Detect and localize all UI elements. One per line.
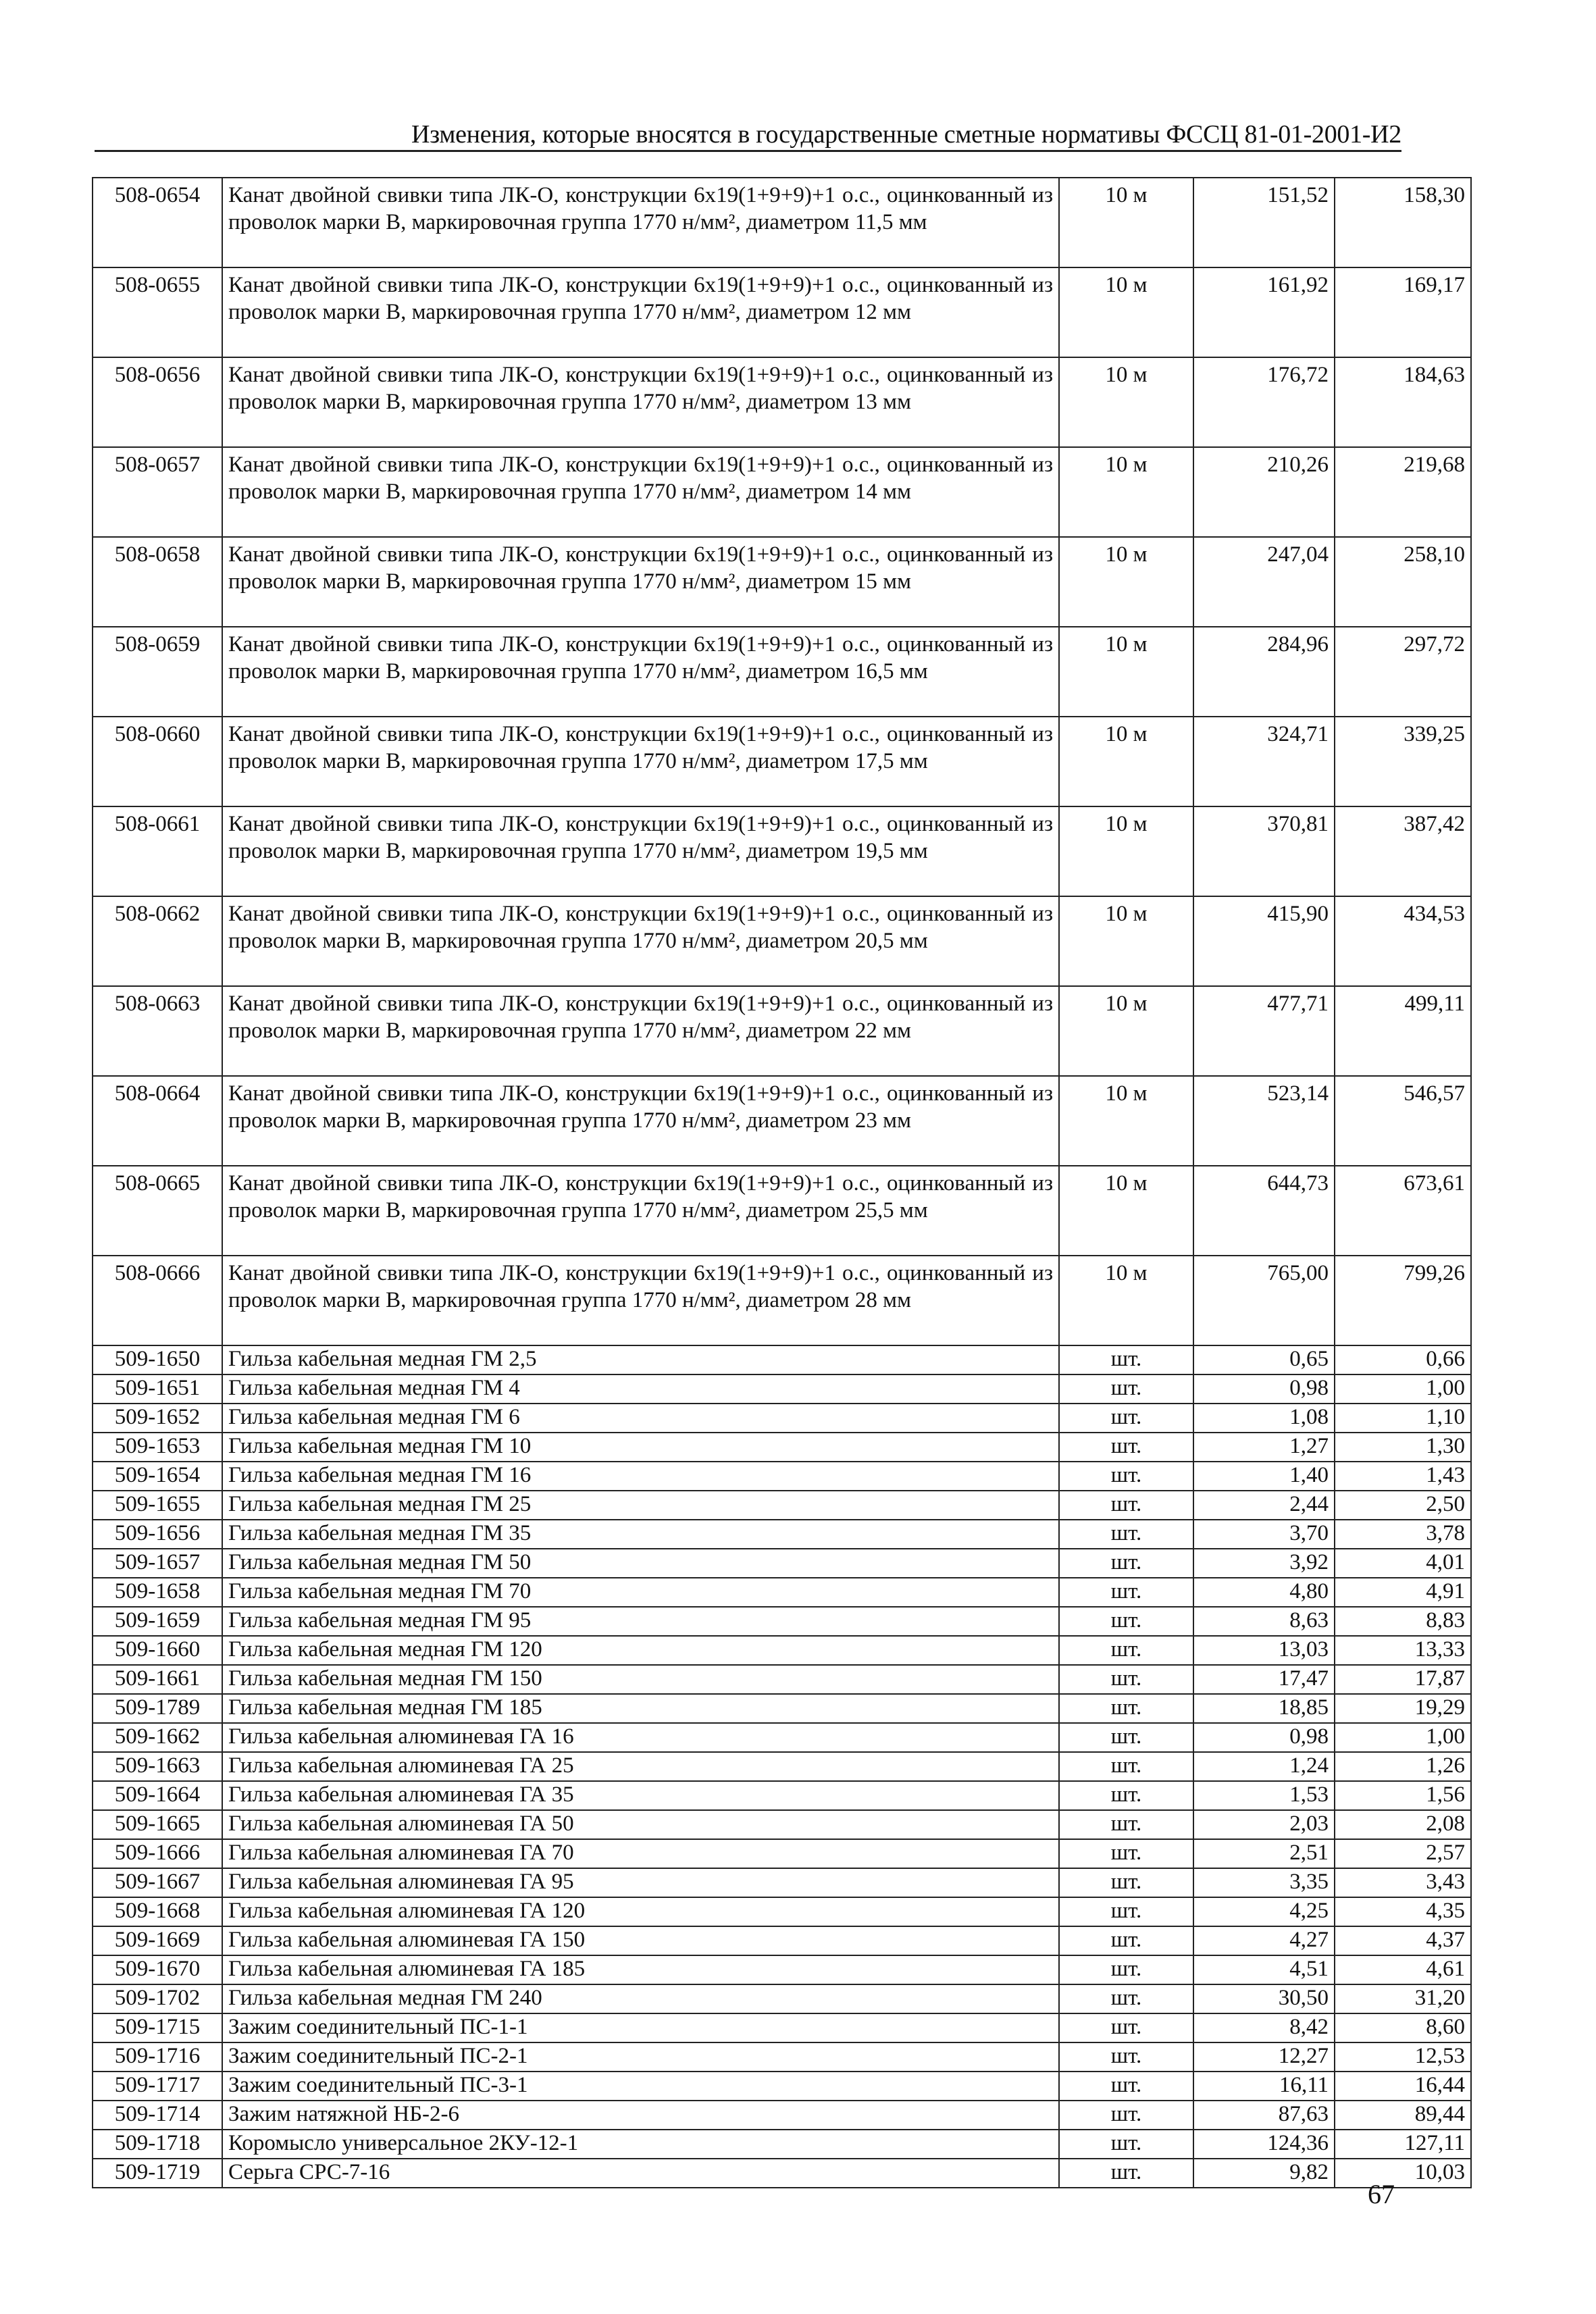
- item-price-old: 2,51: [1193, 1839, 1335, 1868]
- item-price-new: 1,26: [1335, 1752, 1471, 1781]
- table-row: [93, 986, 1471, 1076]
- item-unit: шт.: [1059, 1491, 1193, 1520]
- item-unit: шт.: [1059, 1462, 1193, 1491]
- item-name: Гильза кабельная медная ГМ 120: [222, 1636, 1059, 1665]
- item-unit: шт.: [1059, 2072, 1193, 2101]
- item-code: 508-0659: [93, 627, 222, 717]
- item-name: Гильза кабельная медная ГМ 25: [222, 1491, 1059, 1520]
- item-price-new: 2,50: [1335, 1491, 1471, 1520]
- item-code: 509-1716: [93, 2042, 222, 2072]
- item-unit: шт.: [1059, 2042, 1193, 2072]
- item-price-new: 4,37: [1335, 1926, 1471, 1955]
- table-row: [93, 2072, 1471, 2101]
- item-code: 509-1650: [93, 1345, 222, 1374]
- item-unit: шт.: [1059, 2130, 1193, 2159]
- item-name: Канат двойной свивки типа ЛК-О, конструкции 6х19(1+9+9)+1 о.с., оцинкованный из проволок марки В, маркировочная группа 1770 н/мм², диаметром 23 мм: [222, 1076, 1059, 1166]
- item-name: Гильза кабельная медная ГМ 16: [222, 1462, 1059, 1491]
- table-row: [93, 1491, 1471, 1520]
- item-unit: 10 м: [1059, 1256, 1193, 1345]
- item-unit: шт.: [1059, 1752, 1193, 1781]
- item-name: Зажим соединительный ПС-1-1: [222, 2013, 1059, 2042]
- table-row: [93, 627, 1471, 717]
- item-code: 509-1651: [93, 1374, 222, 1404]
- item-name: Гильза кабельная медная ГМ 6: [222, 1404, 1059, 1433]
- item-price-new: 1,10: [1335, 1404, 1471, 1433]
- document-header: Изменения, которые вносятся в государственные сметные нормативы ФССЦ 81-01-2001-И2: [411, 120, 1401, 149]
- item-name: Гильза кабельная алюминевая ГА 120: [222, 1897, 1059, 1926]
- item-price-new: 4,35: [1335, 1897, 1471, 1926]
- item-price-old: 8,63: [1193, 1607, 1335, 1636]
- item-code: 509-1715: [93, 2013, 222, 2042]
- item-unit: шт.: [1059, 1926, 1193, 1955]
- table-row: [93, 267, 1471, 357]
- item-price-new: 297,72: [1335, 627, 1471, 717]
- item-price-new: 1,30: [1335, 1433, 1471, 1462]
- item-code: 509-1661: [93, 1665, 222, 1694]
- item-name: Гильза кабельная алюминевая ГА 95: [222, 1868, 1059, 1897]
- item-price-old: 4,25: [1193, 1897, 1335, 1926]
- item-unit: шт.: [1059, 1810, 1193, 1839]
- item-name: Канат двойной свивки типа ЛК-О, конструкции 6х19(1+9+9)+1 о.с., оцинкованный из проволок марки В, маркировочная группа 1770 н/мм², диаметром 25,5 мм: [222, 1166, 1059, 1256]
- item-name: Гильза кабельная алюминевая ГА 70: [222, 1839, 1059, 1868]
- item-code: 508-0654: [93, 178, 222, 267]
- item-name: Гильза кабельная алюминевая ГА 35: [222, 1781, 1059, 1810]
- item-price-old: 4,80: [1193, 1578, 1335, 1607]
- item-unit: шт.: [1059, 1955, 1193, 1984]
- item-code: 509-1719: [93, 2159, 222, 2188]
- item-code: 509-1662: [93, 1723, 222, 1752]
- item-price-new: 1,43: [1335, 1462, 1471, 1491]
- item-code: 509-1789: [93, 1694, 222, 1723]
- item-name: Зажим соединительный ПС-3-1: [222, 2072, 1059, 2101]
- item-price-old: 0,98: [1193, 1723, 1335, 1752]
- item-unit: 10 м: [1059, 267, 1193, 357]
- item-name: Гильза кабельная алюминевая ГА 185: [222, 1955, 1059, 1984]
- table-row: [93, 1984, 1471, 2013]
- item-unit: шт.: [1059, 1520, 1193, 1549]
- item-code: 508-0655: [93, 267, 222, 357]
- item-price-new: 1,00: [1335, 1374, 1471, 1404]
- item-unit: шт.: [1059, 2159, 1193, 2188]
- item-price-old: 1,40: [1193, 1462, 1335, 1491]
- table-row: [93, 1549, 1471, 1578]
- item-price-new: 219,68: [1335, 447, 1471, 537]
- table-row: [93, 2130, 1471, 2159]
- item-price-new: 17,87: [1335, 1665, 1471, 1694]
- table-row: [93, 1462, 1471, 1491]
- price-table-body: [93, 178, 1471, 2188]
- item-unit: шт.: [1059, 1694, 1193, 1723]
- item-name: Серьга СРС-7-16: [222, 2159, 1059, 2188]
- item-price-new: 4,61: [1335, 1955, 1471, 1984]
- item-price-new: 546,57: [1335, 1076, 1471, 1166]
- item-code: 508-0656: [93, 357, 222, 447]
- header-rule: [95, 150, 1401, 152]
- item-name: Гильза кабельная алюминевая ГА 50: [222, 1810, 1059, 1839]
- item-price-new: 2,08: [1335, 1810, 1471, 1839]
- item-unit: шт.: [1059, 1345, 1193, 1374]
- item-code: 509-1660: [93, 1636, 222, 1665]
- item-price-old: 210,26: [1193, 447, 1335, 537]
- item-code: 509-1718: [93, 2130, 222, 2159]
- item-code: 509-1717: [93, 2072, 222, 2101]
- item-price-old: 370,81: [1193, 806, 1335, 896]
- table-row: [93, 1076, 1471, 1166]
- item-name: Гильза кабельная алюминевая ГА 16: [222, 1723, 1059, 1752]
- item-price-new: 673,61: [1335, 1166, 1471, 1256]
- item-price-new: 1,56: [1335, 1781, 1471, 1810]
- table-row: [93, 1578, 1471, 1607]
- item-price-new: 10,03: [1335, 2159, 1471, 2188]
- item-unit: 10 м: [1059, 806, 1193, 896]
- item-unit: шт.: [1059, 1636, 1193, 1665]
- item-price-new: 387,42: [1335, 806, 1471, 896]
- table-row: [93, 896, 1471, 986]
- item-unit: шт.: [1059, 1665, 1193, 1694]
- item-price-old: 1,08: [1193, 1404, 1335, 1433]
- item-price-old: 0,98: [1193, 1374, 1335, 1404]
- item-name: Гильза кабельная алюминевая ГА 25: [222, 1752, 1059, 1781]
- item-price-old: 3,92: [1193, 1549, 1335, 1578]
- item-price-new: 799,26: [1335, 1256, 1471, 1345]
- item-price-new: 127,11: [1335, 2130, 1471, 2159]
- item-price-old: 3,70: [1193, 1520, 1335, 1549]
- item-price-old: 284,96: [1193, 627, 1335, 717]
- item-name: Зажим соединительный ПС-2-1: [222, 2042, 1059, 2072]
- item-price-new: 0,66: [1335, 1345, 1471, 1374]
- item-name: Гильза кабельная медная ГМ 10: [222, 1433, 1059, 1462]
- item-code: 509-1659: [93, 1607, 222, 1636]
- item-name: Гильза кабельная медная ГМ 150: [222, 1665, 1059, 1694]
- item-unit: шт.: [1059, 1984, 1193, 2013]
- item-name: Канат двойной свивки типа ЛК-О, конструкции 6х19(1+9+9)+1 о.с., оцинкованный из проволок марки В, маркировочная группа 1770 н/мм², диаметром 13 мм: [222, 357, 1059, 447]
- table-row: [93, 2101, 1471, 2130]
- item-unit: 10 м: [1059, 627, 1193, 717]
- table-row: [93, 1636, 1471, 1665]
- table-row: [93, 1781, 1471, 1810]
- item-price-old: 151,52: [1193, 178, 1335, 267]
- item-name: Гильза кабельная медная ГМ 240: [222, 1984, 1059, 2013]
- item-code: 509-1657: [93, 1549, 222, 1578]
- item-price-old: 1,27: [1193, 1433, 1335, 1462]
- item-unit: шт.: [1059, 1607, 1193, 1636]
- table-row: [93, 1256, 1471, 1345]
- table-row: [93, 1345, 1471, 1374]
- item-price-new: 4,91: [1335, 1578, 1471, 1607]
- item-price-old: 18,85: [1193, 1694, 1335, 1723]
- item-name: Канат двойной свивки типа ЛК-О, конструкции 6х19(1+9+9)+1 о.с., оцинкованный из проволок марки В, маркировочная группа 1770 н/мм², диаметром 28 мм: [222, 1256, 1059, 1345]
- item-price-old: 2,44: [1193, 1491, 1335, 1520]
- item-unit: шт.: [1059, 1897, 1193, 1926]
- table-row: [93, 717, 1471, 806]
- item-code: 508-0658: [93, 537, 222, 627]
- item-price-new: 184,63: [1335, 357, 1471, 447]
- item-code: 509-1667: [93, 1868, 222, 1897]
- item-price-new: 2,57: [1335, 1839, 1471, 1868]
- item-price-old: 765,00: [1193, 1256, 1335, 1345]
- item-price-old: 30,50: [1193, 1984, 1335, 2013]
- item-unit: 10 м: [1059, 537, 1193, 627]
- item-unit: шт.: [1059, 2013, 1193, 2042]
- item-code: 509-1664: [93, 1781, 222, 1810]
- item-price-new: 158,30: [1335, 178, 1471, 267]
- item-price-new: 1,00: [1335, 1723, 1471, 1752]
- item-unit: шт.: [1059, 1868, 1193, 1897]
- item-name: Коромысло универсальное 2КУ-12-1: [222, 2130, 1059, 2159]
- item-code: 508-0661: [93, 806, 222, 896]
- item-price-new: 16,44: [1335, 2072, 1471, 2101]
- item-price-old: 477,71: [1193, 986, 1335, 1076]
- item-unit: шт.: [1059, 1433, 1193, 1462]
- item-code: 508-0664: [93, 1076, 222, 1166]
- table-row: [93, 1404, 1471, 1433]
- item-unit: шт.: [1059, 2101, 1193, 2130]
- table-row: [93, 1926, 1471, 1955]
- item-price-old: 247,04: [1193, 537, 1335, 627]
- item-price-old: 644,73: [1193, 1166, 1335, 1256]
- item-name: Канат двойной свивки типа ЛК-О, конструкции 6х19(1+9+9)+1 о.с., оцинкованный из проволок марки В, маркировочная группа 1770 н/мм², диаметром 20,5 мм: [222, 896, 1059, 986]
- item-unit: шт.: [1059, 1549, 1193, 1578]
- item-code: 508-0660: [93, 717, 222, 806]
- table-row: [93, 1868, 1471, 1897]
- item-unit: шт.: [1059, 1404, 1193, 1433]
- table-row: [93, 537, 1471, 627]
- item-unit: 10 м: [1059, 357, 1193, 447]
- item-name: Канат двойной свивки типа ЛК-О, конструкции 6х19(1+9+9)+1 о.с., оцинкованный из проволок марки В, маркировочная группа 1770 н/мм², диаметром 15 мм: [222, 537, 1059, 627]
- table-row: [93, 1752, 1471, 1781]
- item-name: Канат двойной свивки типа ЛК-О, конструкции 6х19(1+9+9)+1 о.с., оцинкованный из проволок марки В, маркировочная группа 1770 н/мм², диаметром 17,5 мм: [222, 717, 1059, 806]
- item-unit: шт.: [1059, 1374, 1193, 1404]
- item-name: Гильза кабельная медная ГМ 35: [222, 1520, 1059, 1549]
- item-price-old: 16,11: [1193, 2072, 1335, 2101]
- item-price-new: 8,60: [1335, 2013, 1471, 2042]
- item-name: Канат двойной свивки типа ЛК-О, конструкции 6х19(1+9+9)+1 о.с., оцинкованный из проволок марки В, маркировочная группа 1770 н/мм², диаметром 11,5 мм: [222, 178, 1059, 267]
- item-price-new: 339,25: [1335, 717, 1471, 806]
- price-table: [92, 177, 1472, 2188]
- item-name: Канат двойной свивки типа ЛК-О, конструкции 6х19(1+9+9)+1 о.с., оцинкованный из проволок марки В, маркировочная группа 1770 н/мм², диаметром 12 мм: [222, 267, 1059, 357]
- table-row: [93, 2159, 1471, 2188]
- table-row: [93, 1694, 1471, 1723]
- table-row: [93, 1723, 1471, 1752]
- item-price-old: 87,63: [1193, 2101, 1335, 2130]
- table-row: [93, 1839, 1471, 1868]
- item-name: Гильза кабельная медная ГМ 2,5: [222, 1345, 1059, 1374]
- item-price-old: 9,82: [1193, 2159, 1335, 2188]
- table-row: [93, 2042, 1471, 2072]
- item-price-old: 324,71: [1193, 717, 1335, 806]
- table-row: [93, 1665, 1471, 1694]
- item-code: 508-0666: [93, 1256, 222, 1345]
- item-code: 509-1654: [93, 1462, 222, 1491]
- item-price-old: 176,72: [1193, 357, 1335, 447]
- item-name: Гильза кабельная алюминевая ГА 150: [222, 1926, 1059, 1955]
- item-price-new: 31,20: [1335, 1984, 1471, 2013]
- item-name: Зажим натяжной НБ-2-6: [222, 2101, 1059, 2130]
- item-name: Гильза кабельная медная ГМ 95: [222, 1607, 1059, 1636]
- item-code: 509-1658: [93, 1578, 222, 1607]
- item-code: 508-0662: [93, 896, 222, 986]
- item-price-new: 258,10: [1335, 537, 1471, 627]
- item-name: Гильза кабельная медная ГМ 185: [222, 1694, 1059, 1723]
- table-row: [93, 1897, 1471, 1926]
- item-price-old: 8,42: [1193, 2013, 1335, 2042]
- item-price-old: 12,27: [1193, 2042, 1335, 2072]
- item-code: 509-1652: [93, 1404, 222, 1433]
- page-number: 67: [1368, 2179, 1395, 2209]
- item-price-new: 12,53: [1335, 2042, 1471, 2072]
- table-row: [93, 1520, 1471, 1549]
- item-price-new: 4,01: [1335, 1549, 1471, 1578]
- item-unit: шт.: [1059, 1723, 1193, 1752]
- item-name: Гильза кабельная медная ГМ 4: [222, 1374, 1059, 1404]
- item-price-new: 434,53: [1335, 896, 1471, 986]
- item-price-new: 19,29: [1335, 1694, 1471, 1723]
- item-price-new: 13,33: [1335, 1636, 1471, 1665]
- item-price-old: 523,14: [1193, 1076, 1335, 1166]
- item-code: 509-1655: [93, 1491, 222, 1520]
- item-price-old: 1,53: [1193, 1781, 1335, 1810]
- table-row: [93, 1955, 1471, 1984]
- item-unit: шт.: [1059, 1781, 1193, 1810]
- item-code: 508-0665: [93, 1166, 222, 1256]
- item-price-old: 17,47: [1193, 1665, 1335, 1694]
- table-row: [93, 357, 1471, 447]
- item-price-new: 3,43: [1335, 1868, 1471, 1897]
- item-price-old: 3,35: [1193, 1868, 1335, 1897]
- item-unit: 10 м: [1059, 1076, 1193, 1166]
- item-price-new: 8,83: [1335, 1607, 1471, 1636]
- item-unit: 10 м: [1059, 717, 1193, 806]
- item-price-old: 4,27: [1193, 1926, 1335, 1955]
- item-unit: 10 м: [1059, 896, 1193, 986]
- table-row: [93, 2013, 1471, 2042]
- item-code: 509-1663: [93, 1752, 222, 1781]
- item-code: 509-1653: [93, 1433, 222, 1462]
- item-price-new: 89,44: [1335, 2101, 1471, 2130]
- table-row: [93, 1810, 1471, 1839]
- item-code: 509-1668: [93, 1897, 222, 1926]
- item-unit: 10 м: [1059, 1166, 1193, 1256]
- item-unit: 10 м: [1059, 986, 1193, 1076]
- table-row: [93, 178, 1471, 267]
- item-code: 509-1665: [93, 1810, 222, 1839]
- item-code: 508-0657: [93, 447, 222, 537]
- item-code: 509-1656: [93, 1520, 222, 1549]
- item-unit: 10 м: [1059, 447, 1193, 537]
- item-price-old: 13,03: [1193, 1636, 1335, 1665]
- item-price-old: 161,92: [1193, 267, 1335, 357]
- item-name: Гильза кабельная медная ГМ 50: [222, 1549, 1059, 1578]
- table-row: [93, 447, 1471, 537]
- item-unit: шт.: [1059, 1839, 1193, 1868]
- item-price-old: 4,51: [1193, 1955, 1335, 1984]
- item-price-old: 0,65: [1193, 1345, 1335, 1374]
- item-name: Канат двойной свивки типа ЛК-О, конструкции 6х19(1+9+9)+1 о.с., оцинкованный из проволок марки В, маркировочная группа 1770 н/мм², диаметром 22 мм: [222, 986, 1059, 1076]
- item-name: Канат двойной свивки типа ЛК-О, конструкции 6х19(1+9+9)+1 о.с., оцинкованный из проволок марки В, маркировочная группа 1770 н/мм², диаметром 14 мм: [222, 447, 1059, 537]
- item-price-old: 2,03: [1193, 1810, 1335, 1839]
- item-price-old: 415,90: [1193, 896, 1335, 986]
- item-code: 509-1702: [93, 1984, 222, 2013]
- item-code: 509-1670: [93, 1955, 222, 1984]
- item-price-new: 169,17: [1335, 267, 1471, 357]
- item-name: Канат двойной свивки типа ЛК-О, конструкции 6х19(1+9+9)+1 о.с., оцинкованный из проволок марки В, маркировочная группа 1770 н/мм², диаметром 19,5 мм: [222, 806, 1059, 896]
- item-name: Гильза кабельная медная ГМ 70: [222, 1578, 1059, 1607]
- item-price-old: 1,24: [1193, 1752, 1335, 1781]
- item-price-old: 124,36: [1193, 2130, 1335, 2159]
- table-row: [93, 1166, 1471, 1256]
- table-row: [93, 1374, 1471, 1404]
- item-price-new: 499,11: [1335, 986, 1471, 1076]
- item-code: 508-0663: [93, 986, 222, 1076]
- table-row: [93, 806, 1471, 896]
- table-row: [93, 1433, 1471, 1462]
- item-unit: 10 м: [1059, 178, 1193, 267]
- table-row: [93, 1607, 1471, 1636]
- item-code: 509-1714: [93, 2101, 222, 2130]
- item-code: 509-1666: [93, 1839, 222, 1868]
- item-unit: шт.: [1059, 1578, 1193, 1607]
- item-name: Канат двойной свивки типа ЛК-О, конструкции 6х19(1+9+9)+1 о.с., оцинкованный из проволок марки В, маркировочная группа 1770 н/мм², диаметром 16,5 мм: [222, 627, 1059, 717]
- item-code: 509-1669: [93, 1926, 222, 1955]
- item-price-new: 3,78: [1335, 1520, 1471, 1549]
